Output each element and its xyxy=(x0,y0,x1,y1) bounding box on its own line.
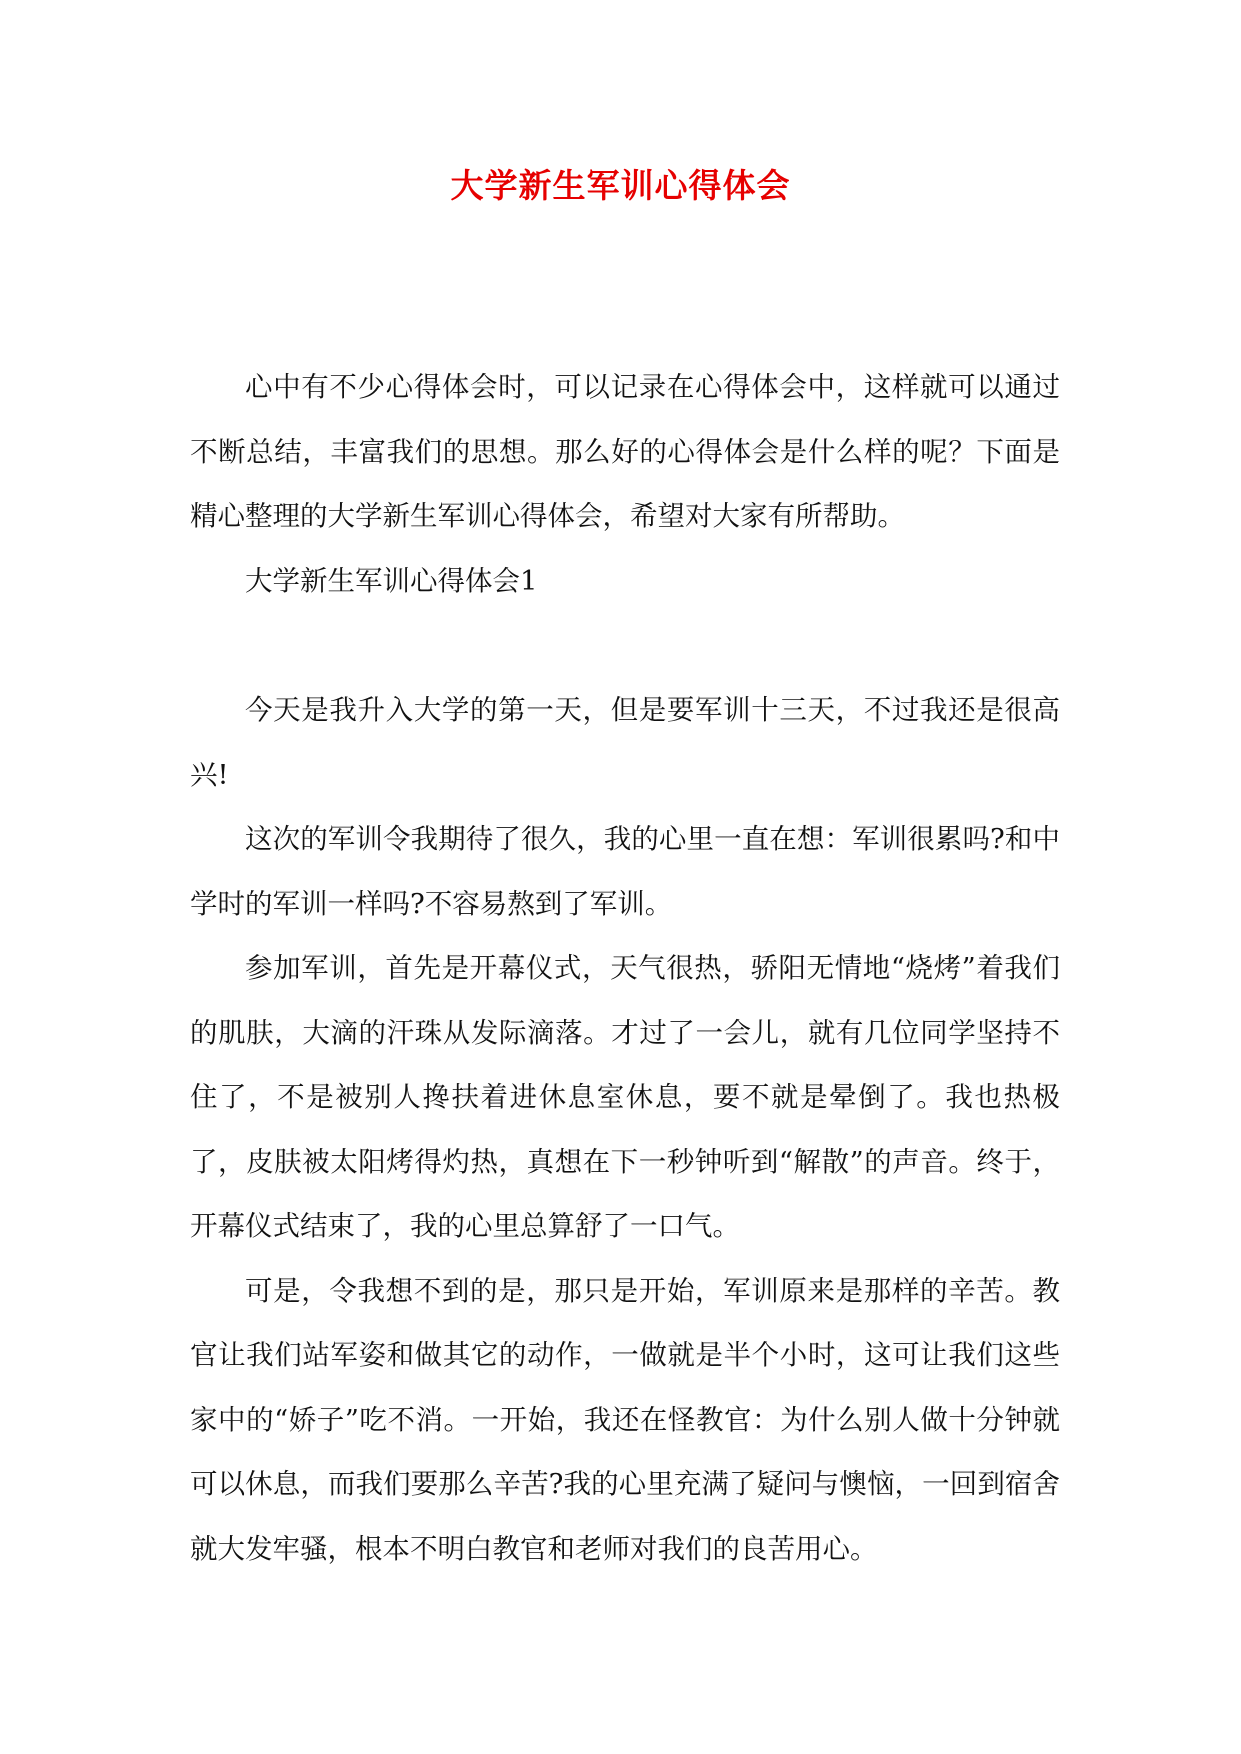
intro-paragraph: 心中有不少心得体会时，可以记录在心得体会中，这样就可以通过不断总结，丰富我们的思想。那么好的心得体会是什么样的呢？下面是精心整理的大学新生军训心得体会，希望对大家有所帮助。 xyxy=(190,371,1060,532)
body-paragraph: 参加军训，首先是开幕仪式，天气很热，骄阳无情地“烧烤”着我们的肌肤，大滴的汗珠从发际滴落。才过了一会儿，就有几位同学坚持不住了，不是被别人搀扶着进休息室休息，要不就是晕倒了。我也热极了，皮肤被太阳烤得灼热，真想在下一秒钟听到“解散”的声音。终于，开幕仪式结束了，我的心里总算舒了一口气。 xyxy=(190,952,1060,1242)
body-paragraph: 可是，令我想不到的是，那只是开始，军训原来是那样的辛苦。教官让我们站军姿和做其它的动作，一做就是半个小时，这可让我们这些家中的“娇子”吃不消。一开始，我还在怪教官：为什么别人做十分钟就可以休息，而我们要那么辛苦?我的心里充满了疑问与懊恼，一回到宿舍就大发牢骚，根本不明白教官和老师对我们的良苦用心。 xyxy=(190,1274,1060,1565)
blank-line xyxy=(190,613,1060,678)
document-body xyxy=(190,355,1060,1581)
body-paragraph: 今天是我升入大学的第一天，但是要军训十三天，不过我还是很高兴! xyxy=(190,694,1060,791)
body-paragraph: 这次的军训令我期待了很久，我的心里一直在想：军训很累吗?和中学时的军训一样吗?不容易熬到了军训。 xyxy=(190,823,1060,920)
section-heading: 大学新生军训心得体会1 xyxy=(245,564,538,597)
document-title: 大学新生军训心得体会 xyxy=(450,166,791,205)
